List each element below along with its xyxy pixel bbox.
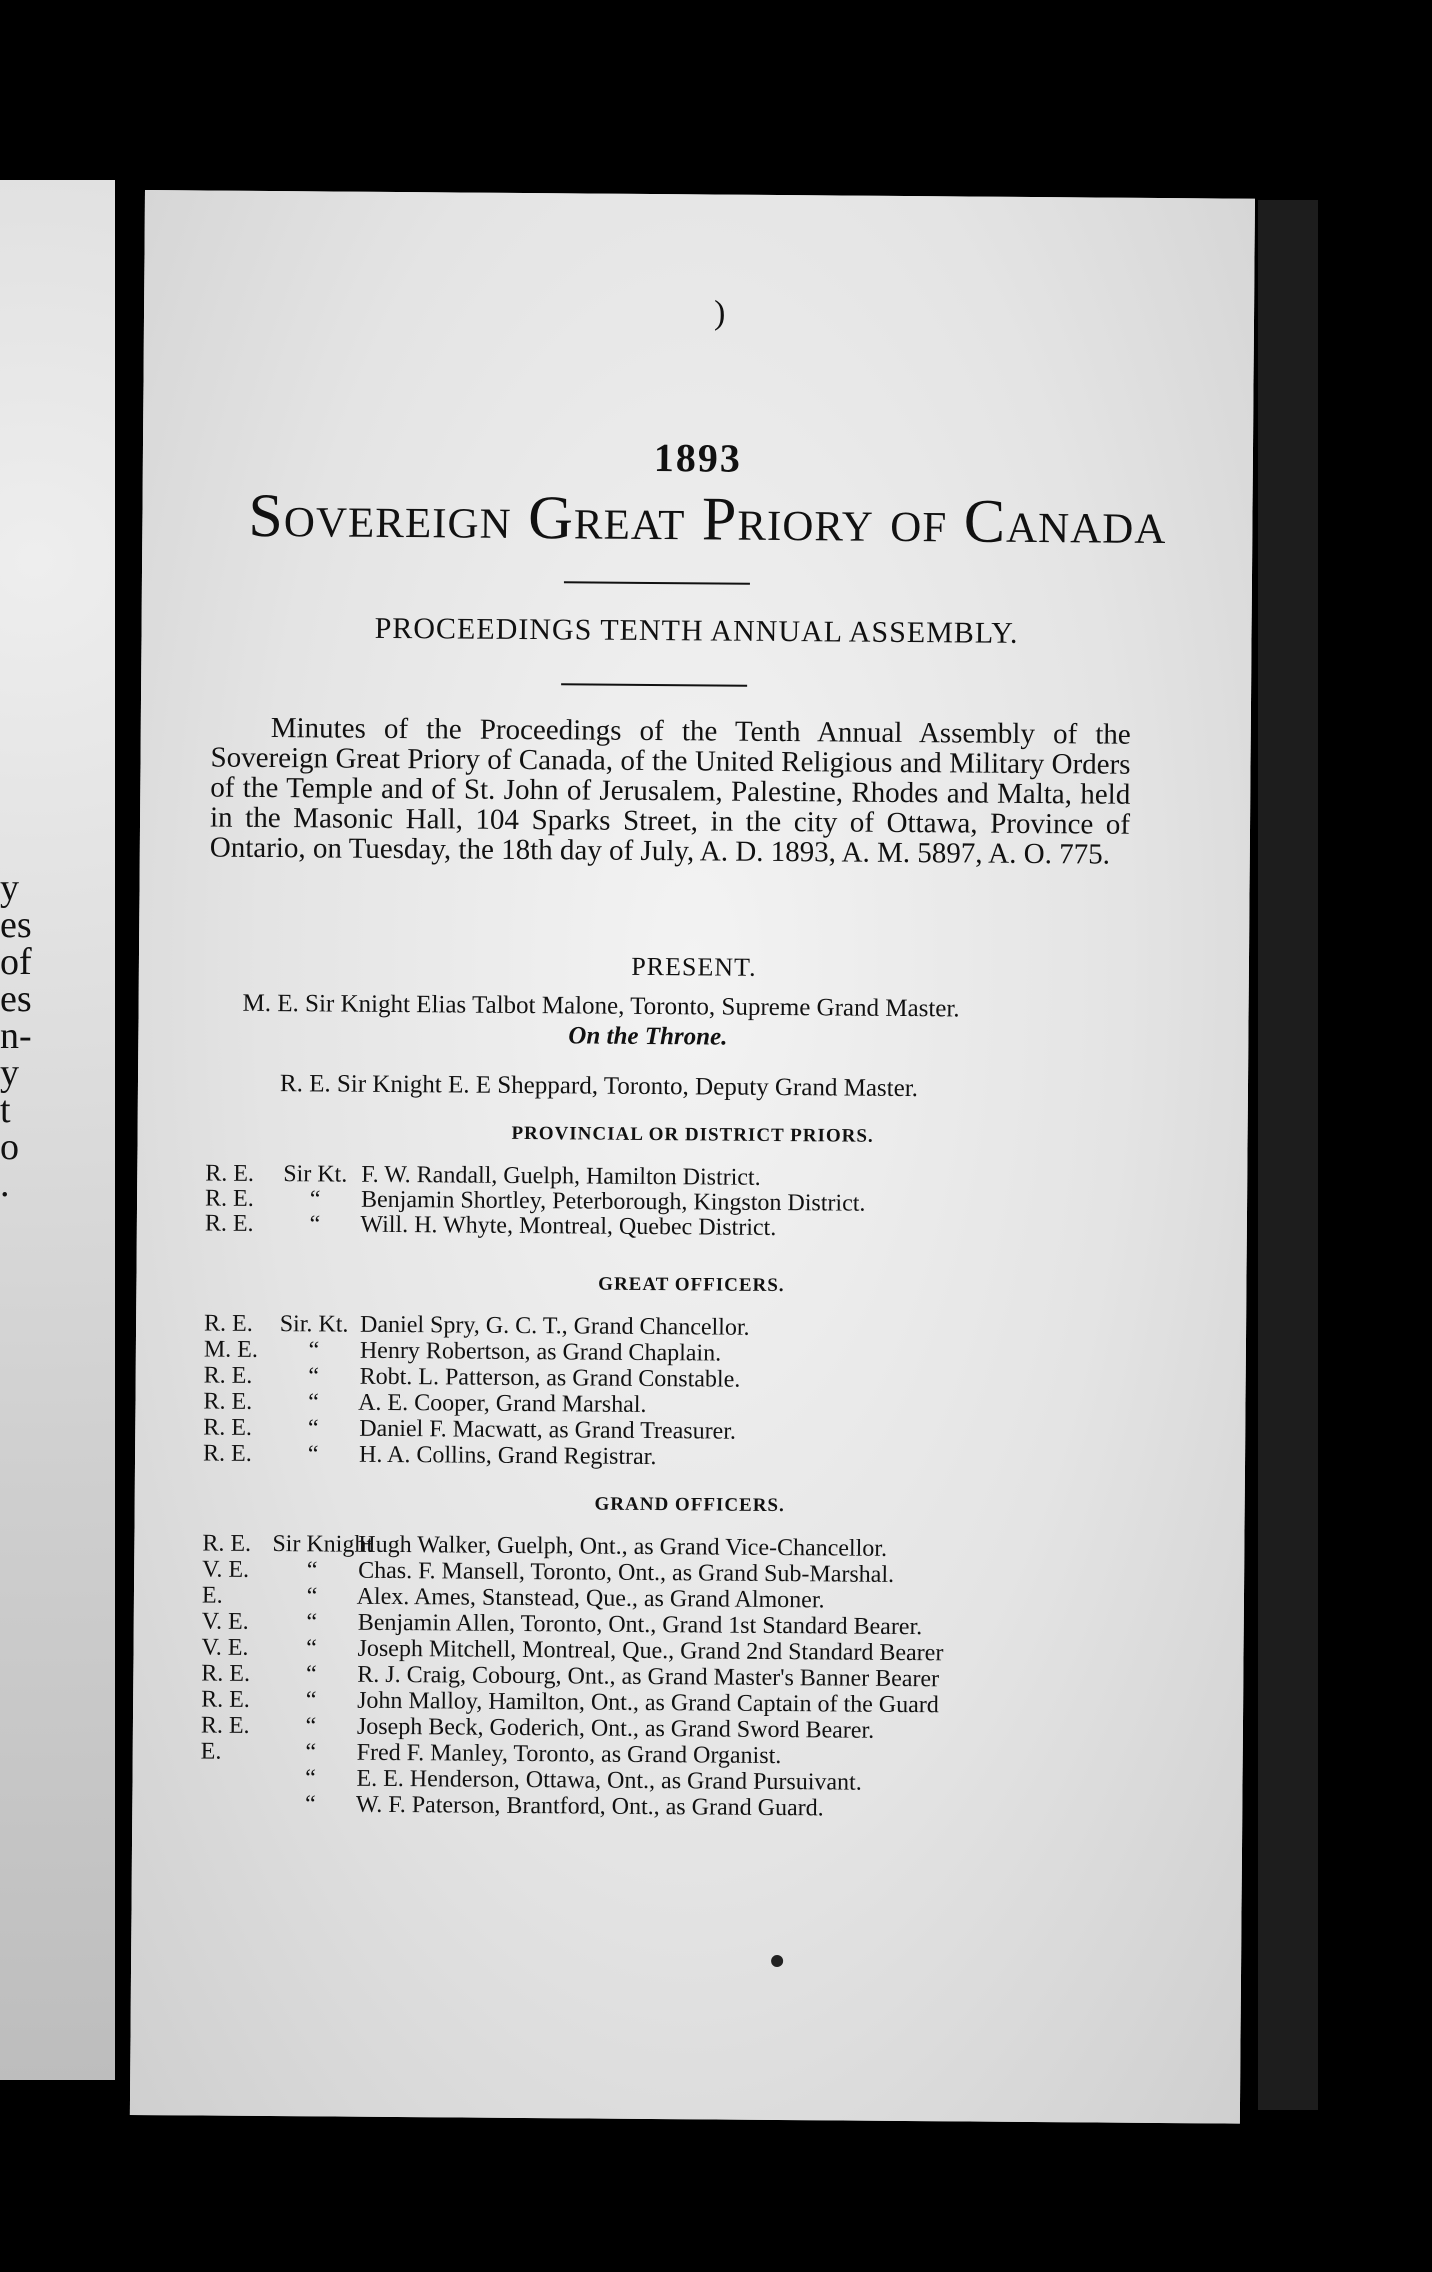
officer-text: Hugh Walker, Guelph, Ont., as Grand Vice-Chancellor. — [352, 1531, 888, 1562]
officer-text: Henry Robertson, as Grand Chaplain. — [353, 1337, 722, 1367]
officer-rank: R. E. — [203, 1388, 253, 1415]
fragment: n- — [0, 1015, 32, 1057]
officer-title-mark: “ — [304, 1791, 316, 1818]
officer-text: W. F. Paterson, Brantford, Ont., as Grand Guard. — [350, 1791, 824, 1822]
officer-entry — [205, 1211, 777, 1241]
officer-rank: R. E. — [203, 1414, 253, 1441]
officer-text: H. A. Collins, Grand Registrar. — [352, 1441, 657, 1471]
officer-rank: R. E. — [201, 1686, 250, 1713]
officer-title-mark: Sir. Kt. — [279, 1311, 349, 1338]
fragment: . — [0, 1163, 10, 1205]
facing-page-text — [0, 867, 32, 1205]
officer-text: Robt. L. Patterson, as Grand Constable. — [353, 1363, 741, 1393]
officer-text: Joseph Beck, Goderich, Ont., as Grand Sword Bearer. — [350, 1713, 875, 1744]
officer-title-mark: “ — [305, 1661, 317, 1688]
fragment: t — [0, 1089, 11, 1131]
officer-title-mark: “ — [305, 1687, 317, 1714]
officer-entry — [203, 1388, 646, 1417]
intro-text: Minutes of the Proceedings of the Tenth Annual Assembly of the Sovereign Great Priory of Canada, of the United Religious and Military Orders of the Temple and of St. John of Jerusalem, Palestine, Rhodes and Malta, held in the Masonic Hall, 104 Sparks Street, in the city of Ottawa, Province of Ontario, on Tuesday, the 18th day of July, A. D. 1893, A. M. 5897, A. O. 775. — [209, 712, 1131, 871]
page-mark: ) — [713, 294, 726, 332]
grand-officers-heading: GRAND OFFICERS. — [594, 1493, 785, 1517]
officer-rank: R. E. — [202, 1440, 252, 1467]
present-heading: PRESENT. — [631, 951, 757, 982]
officer-entry — [203, 1440, 657, 1470]
officer-rank: R. E. — [201, 1660, 251, 1687]
book-edge — [1258, 200, 1318, 2110]
ink-spot — [771, 1955, 783, 1967]
officer-text: Will. H. Whyte, Montreal, Quebec District. — [354, 1211, 777, 1241]
officer-title-mark: “ — [309, 1211, 321, 1238]
officer-title-mark: “ — [305, 1713, 317, 1740]
officer-rank — [200, 1784, 270, 1785]
officer-title-mark: “ — [308, 1389, 319, 1416]
officer-entry — [200, 1790, 824, 1821]
officer-rank: R. E. — [202, 1530, 252, 1557]
officer-rank: V. E. — [201, 1634, 249, 1661]
officer-rank: R. E. — [200, 1712, 250, 1739]
officer-title-mark: “ — [306, 1583, 318, 1610]
fragment: o — [0, 1126, 19, 1168]
deputy-grand-master: R. E. Sir Knight E. E Sheppard, Toronto, Deputy Grand Master. — [279, 1070, 919, 1103]
officer-text: F. W. Randall, Guelph, Hamilton District. — [355, 1161, 761, 1191]
fragment: y — [0, 1052, 19, 1094]
document-year: 1893 — [653, 435, 743, 481]
officer-text: Joseph Mitchell, Montreal, Que., Grand 2nd Standard Bearer — [351, 1635, 944, 1667]
document-page — [130, 190, 1255, 2124]
officer-text: A. E. Cooper, Grand Marshal. — [353, 1389, 647, 1418]
officer-rank — [200, 1810, 270, 1811]
officer-entry — [204, 1336, 721, 1366]
officer-text: E. E. Henderson, Ottawa, Ont., as Grand Pursuivant. — [350, 1765, 862, 1796]
fragment: es — [0, 978, 32, 1020]
officer-rank: R. E. — [204, 1185, 254, 1212]
officer-title-mark: “ — [307, 1441, 319, 1468]
officer-rank: E. — [200, 1738, 222, 1765]
officer-title-mark: Sir Knight — [272, 1531, 374, 1558]
supreme-grand-master: M. E. Sir Knight Elias Talbot Malone, Toronto, Supreme Grand Master. — [242, 989, 960, 1023]
fragment: y — [0, 867, 19, 909]
officer-rank: M. E. — [203, 1336, 258, 1363]
fragment: of — [0, 941, 32, 983]
divider — [561, 683, 747, 686]
officer-title-mark: “ — [307, 1415, 319, 1442]
intro-paragraph — [210, 713, 1131, 870]
officer-rank: R. E. — [205, 1160, 255, 1187]
officer-rank: R. E. — [203, 1362, 253, 1389]
officer-title-mark: “ — [309, 1186, 321, 1213]
officer-rank: R. E. — [204, 1210, 254, 1237]
throne-note: On the Throne. — [568, 1022, 728, 1051]
officer-text: John Malloy, Hamilton, Ont., as Grand Captain of the Guard — [351, 1687, 939, 1719]
document-title: Sovereign Great Priory of Canada — [248, 481, 1167, 558]
document-subtitle: PROCEEDINGS TENTH ANNUAL ASSEMBLY. — [374, 611, 1019, 650]
officer-title-mark: Sir Kt. — [283, 1161, 348, 1188]
great-officers-heading: GREAT OFFICERS. — [598, 1273, 785, 1297]
officer-title-mark: “ — [308, 1363, 320, 1390]
divider — [564, 581, 750, 584]
priors-heading: PROVINCIAL OR DISTRICT PRIORS. — [511, 1122, 874, 1147]
officer-text: Daniel Spry, G. C. T., Grand Chancellor. — [353, 1311, 750, 1341]
officer-text: Alex. Ames, Stanstead, Que., as Grand Almoner. — [351, 1583, 825, 1614]
officer-text: Chas. F. Mansell, Toronto, Ont., as Grand Sub-Marshal. — [352, 1557, 895, 1588]
officer-text: Fred F. Manley, Toronto, as Grand Organist. — [350, 1739, 782, 1770]
officer-title-mark: “ — [306, 1609, 318, 1636]
officer-text: Daniel F. Macwatt, as Grand Treasurer. — [353, 1415, 737, 1445]
officer-rank: V. E. — [202, 1556, 250, 1583]
fragment: es — [0, 904, 32, 946]
facing-page-fragment — [0, 180, 115, 2080]
officer-title-mark: “ — [306, 1557, 318, 1584]
officer-rank: E. — [201, 1582, 223, 1609]
officer-rank: V. E. — [201, 1608, 249, 1635]
officer-text: Benjamin Shortley, Peterborough, Kingston District. — [354, 1186, 866, 1217]
officer-text: R. J. Craig, Cobourg, Ont., as Grand Master's Banner Bearer — [351, 1661, 940, 1693]
officer-rank: R. E. — [203, 1310, 253, 1337]
officer-title-mark: “ — [305, 1739, 317, 1766]
officer-text: Benjamin Allen, Toronto, Ont., Grand 1st Standard Bearer. — [351, 1609, 923, 1641]
officer-title-mark: “ — [305, 1765, 316, 1792]
officer-title-mark: “ — [308, 1337, 320, 1364]
officer-title-mark: “ — [306, 1635, 317, 1662]
